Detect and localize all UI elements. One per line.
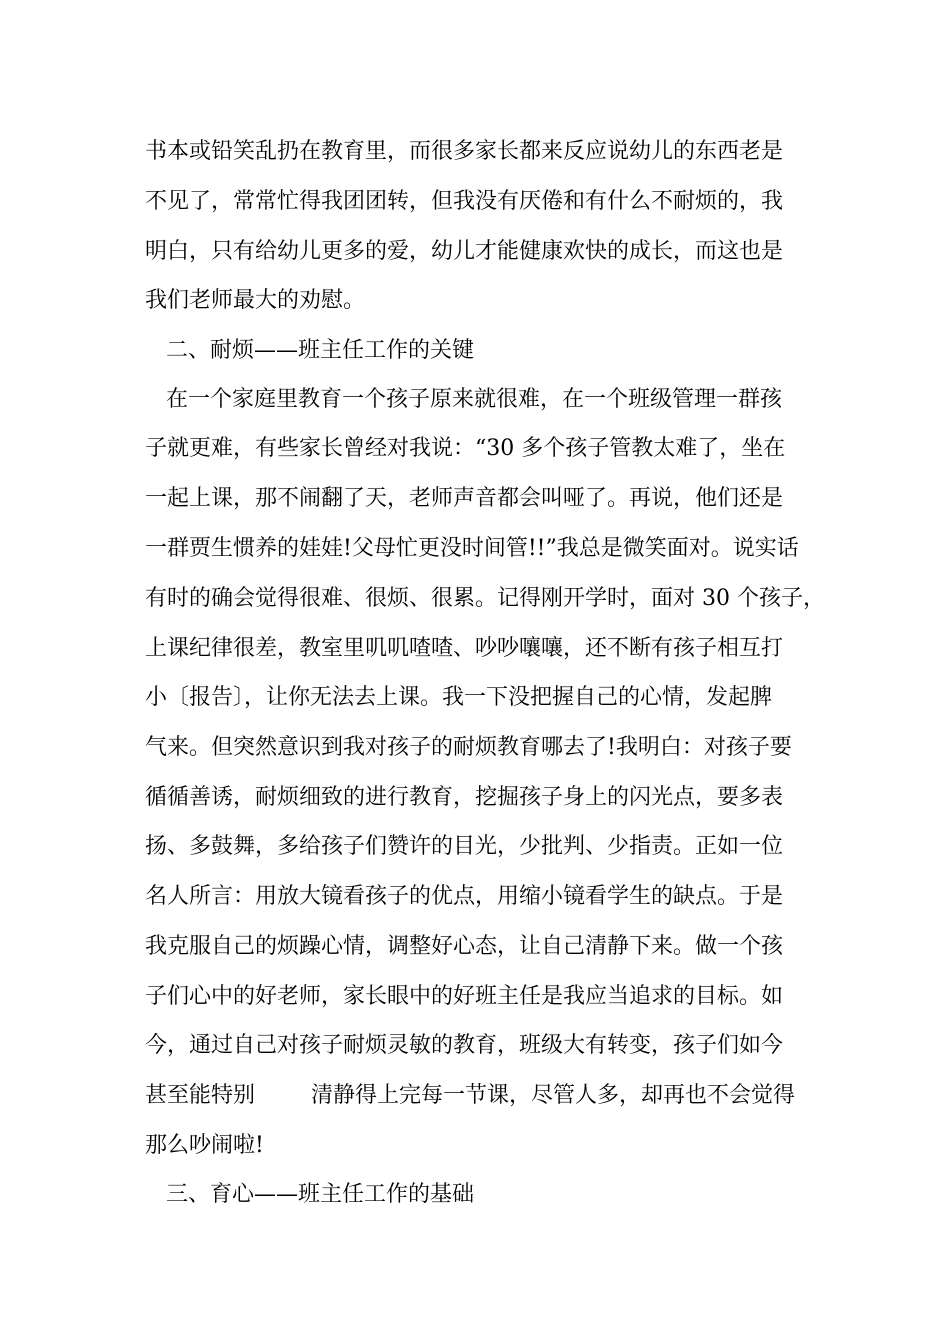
text-line: 上课纪律很差，教室里叽叽喳喳、吵吵嚷嚷，还不断有孩子相互打 — [145, 636, 784, 661]
section-heading: 二、耐烦——班主任工作的关键 — [166, 338, 475, 363]
text-line: 名人所言：用放大镜看孩子的优点，用缩小镜看学生的缺点。于是 — [145, 884, 784, 909]
text-line: 子们心中的好老师，家长眼中的好班主任是我应当追求的目标。如 — [145, 984, 784, 1009]
text-line: 明白，只有给幼儿更多的爱，幼儿才能健康欢快的成长，而这也是 — [145, 239, 784, 264]
text-line: 书本或铅笑乱扔在教育里，而很多家长都来反应说幼儿的东西老是 — [145, 139, 784, 164]
text-line: 有时的确会觉得很难、很烦、很累。记得刚开学时，面对 30 个孩子， — [145, 586, 825, 611]
text-line: 我们老师最大的劝慰。 — [145, 288, 366, 313]
text-line: 今，通过自己对孩子耐烦灵敏的教育，班级大有转变，孩子们如今 — [145, 1033, 784, 1058]
text-line: 一起上课，那不闹翻了天，老师声音都会叫哑了。再说，他们还是 — [145, 486, 784, 511]
text-line: 不见了，常常忙得我团团转，但我没有厌倦和有什么不耐烦的，我 — [145, 189, 784, 214]
text-line: 小〔报告〕，让你无法去上课。我一下没把握自己的心情，发起脾 — [145, 685, 773, 710]
text-line: 一群贾生惯养的娃娃!父母忙更没时间管!!”我总是微笑面对。说实话 — [145, 536, 799, 561]
text-segment: 甚至能特别 — [145, 1083, 256, 1108]
text-line: 子就更难，有些家长曾经对我说：“30 多个孩子管教太难了，坐在 — [145, 436, 786, 461]
paragraph-first-line: 在一个家庭里教育一个孩子原来就很难，在一个班级管理一群孩 — [166, 387, 783, 412]
text-line: 气来。但突然意识到我对孩子的耐烦教育哪去了!我明白：对孩子要 — [145, 735, 792, 760]
text-line: 我克服自己的烦躁心情，调整好心态，让自己清静下来。做一个孩 — [145, 934, 784, 959]
section-heading: 三、育心——班主任工作的基础 — [166, 1182, 475, 1207]
text-line-with-gap — [145, 1081, 845, 1111]
text-segment: 清静得上完每一节课，尽管人多，却再也不会觉得 — [311, 1083, 796, 1108]
text-line: 那么吵闹啦! — [145, 1133, 264, 1158]
text-line: 循循善诱，耐烦细致的进行教育，挖掘孩子身上的闪光点，要多表 — [145, 785, 784, 810]
text-line: 扬、多鼓舞，多给孩子们赞许的目光，少批判、少指责。正如一位 — [145, 834, 784, 859]
